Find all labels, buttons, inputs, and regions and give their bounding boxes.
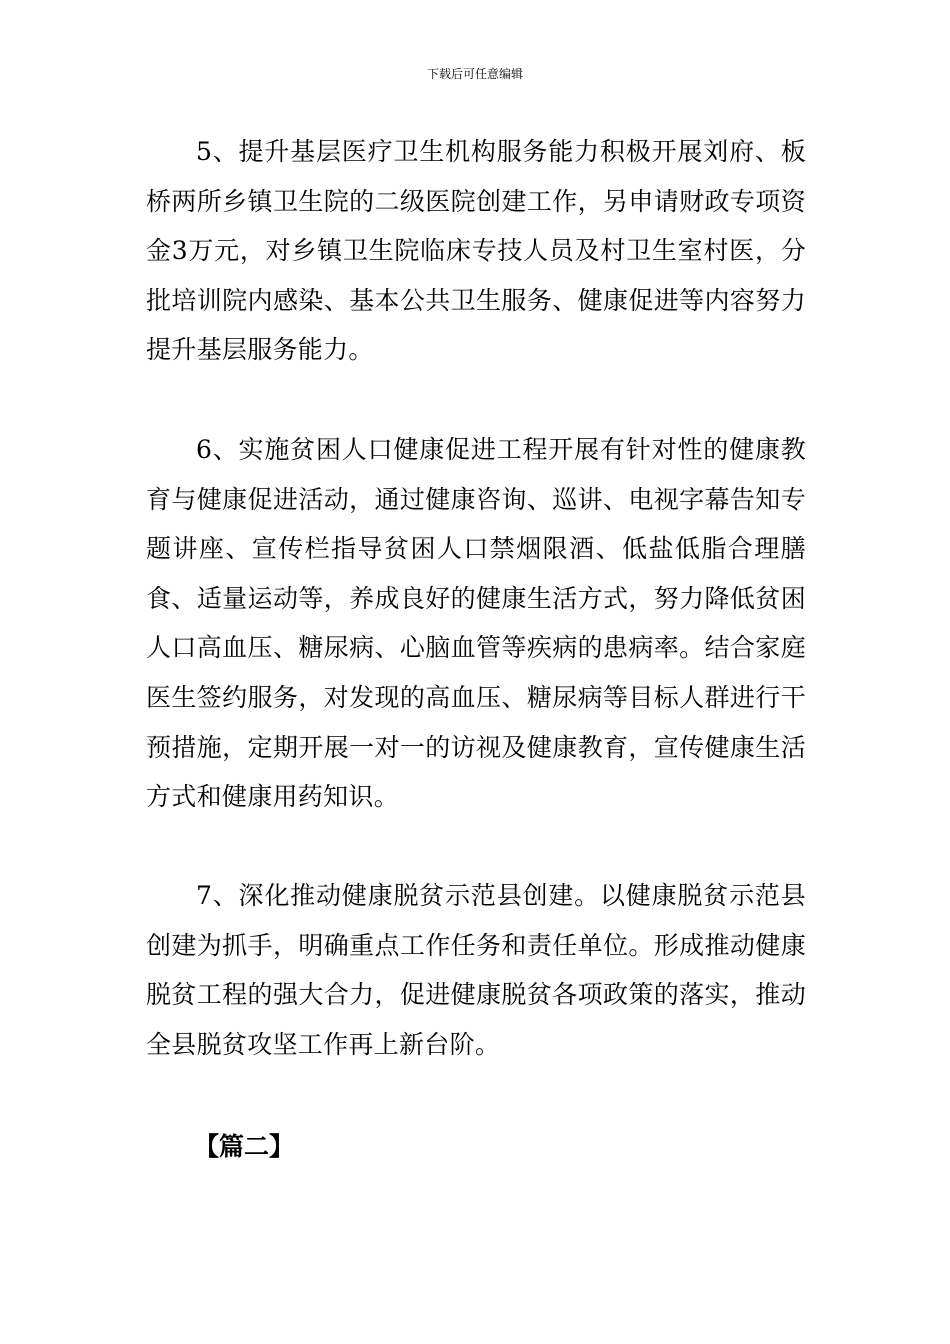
section-title: 【篇二】 bbox=[194, 1132, 295, 1161]
paragraph-item-7: 7、深化推动健康脱贫示范县创建。以健康脱贫示范县创建为抓手，明确重点工作任务和责任单位。形成推动健康脱贫工程的强大合力，促进健康脱贫各项政策的落实，推动全县脱贫攻坚工作再上新台阶。 bbox=[146, 881, 806, 1059]
paragraph-item-6: 6、实施贫困人口健康促进工程开展有针对性的健康教育与健康促进活动，通过健康咨询、巡讲、电视字幕告知专题讲座、宣传栏指导贫困人口禁烟限酒、低盐低脂合理膳食、适量运动等，养成良好的健康生活方式，努力降低贫困人口高血压、糖尿病、心脑血管等疾病的患病率。结合家庭医生签约服务，对发现的高血压、糖尿病等目标人群进行干预措施，定期开展一对一的访视及健康教育，宣传健康生活方式和健康用药知识。 bbox=[146, 435, 806, 812]
paragraph-item-5: 5、提升基层医疗卫生机构服务能力积极开展刘府、板桥两所乡镇卫生院的二级医院创建工作，另申请财政专项资金3万元，对乡镇卫生院临床专技人员及村卫生室村医，分批培训院内感染、基本公共卫生服务、健康促进等内容努力提升基层服务能力。 bbox=[146, 137, 806, 365]
page-header: 下载后可任意编辑 bbox=[426, 67, 523, 81]
